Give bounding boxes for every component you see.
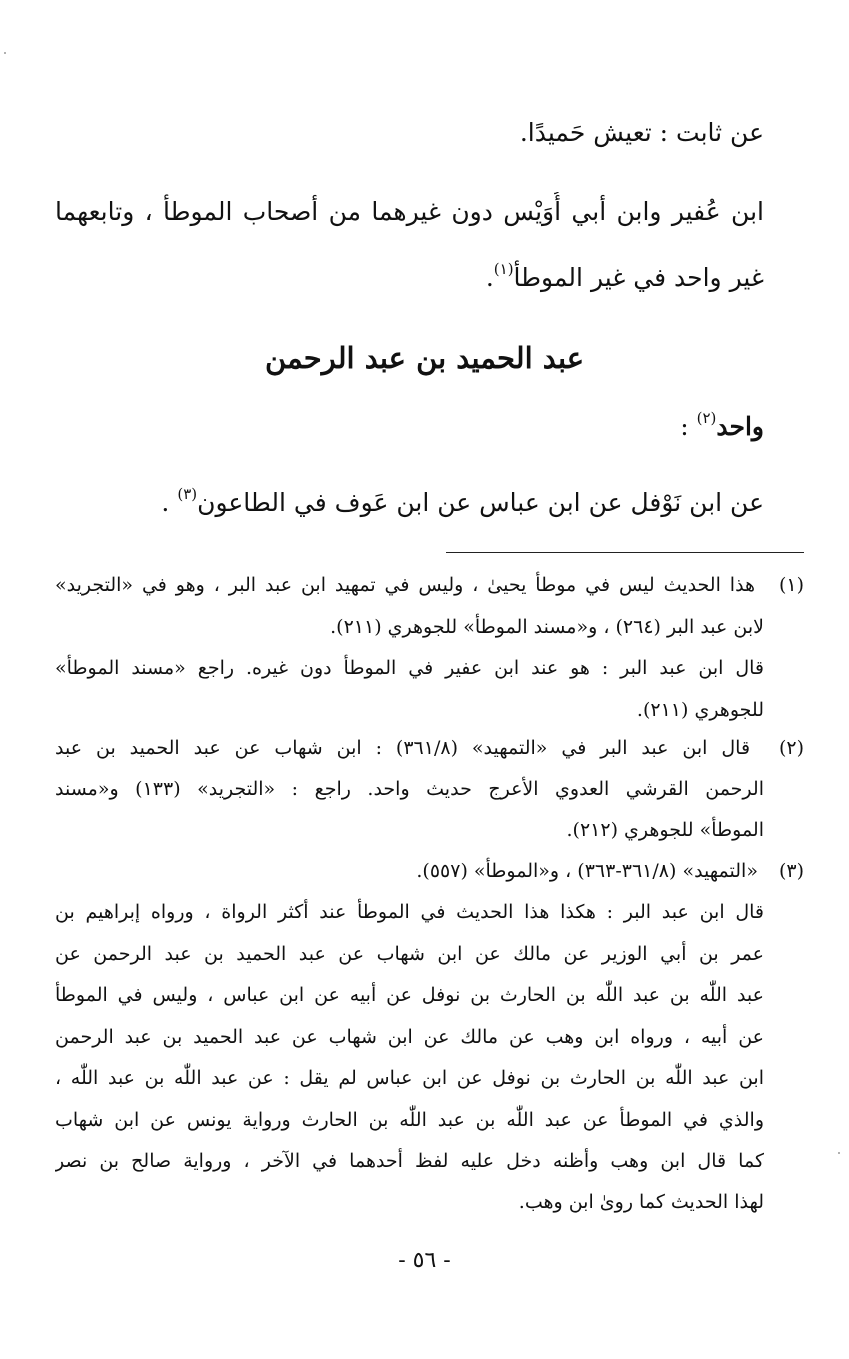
footnote-3-line: عبد اللّٰه بن عبد اللّٰه بن الحارث بن نوفل عن أبيه عن ابن عباس ، وليس في الموطأ (55, 984, 764, 1006)
punctuation: . (161, 488, 178, 517)
footnote-3-line: عن أبيه ، ورواه ابن وهب عن مالك عن ابن شهاب عن عبد الحميد بن عبد الرحمن (55, 1026, 764, 1048)
footnote-text: «التمهيد» (٣٦١/٨-٣٦٣) ، و«الموطأ» (٥٥٧). (416, 860, 758, 882)
footnote-text: قال ابن عبد البر في «التمهيد» (٣٦١/٨) : ابن شهاب عن عبد الحميد بن عبد (55, 737, 751, 759)
footnote-number: (١) (778, 574, 804, 596)
footnote-ref: (٣) (177, 485, 198, 503)
hadith-line (55, 483, 764, 523)
footnote-3-line: لهذا الحديث كما روىٰ ابن وهب. (518, 1191, 764, 1213)
footnote-number: (٢) (778, 737, 804, 759)
punctuation: : (680, 412, 697, 441)
footnote-1-line: لابن عبد البر (٢٦٤) ، و«مسند الموطأ» للجوهري (٢١١). (330, 616, 764, 638)
footnote-3-line: ابن عبد اللّٰه بن الحارث بن نوفل عن ابن عباس لم يقل : عن عبد اللّٰه بن عبد اللّٰه ، (55, 1067, 764, 1089)
punctuation: . (485, 263, 494, 292)
footnote-ref: (١) (493, 260, 514, 278)
footnote-2-line (55, 733, 804, 763)
footnote-3-line: قال ابن عبد البر : هكذا هذا الحديث في الموطأ عند أكثر الرواة ، ورواه إبراهيم بن (55, 901, 764, 923)
main-text: غير واحد في غير الموطأ (513, 263, 764, 292)
footnote-1-line: قال ابن عبد البر : هو عند ابن عفير في الموطأ دون غيره. راجع «مسند الموطأ» (55, 657, 764, 679)
footnote-separator (446, 552, 804, 553)
footnote-number: (٣) (778, 860, 804, 882)
footnote-ref: (٢) (696, 409, 717, 427)
entry-label-line (55, 407, 764, 447)
footnote-3-line: عمر بن أبي الوزير عن مالك عن ابن شهاب عن عبد الحميد بن عبد الرحمن عن (55, 943, 764, 965)
footnote-3-line: والذي في الموطأ عن عبد اللّٰه بن عبد اللّٰه بن الحارث ورواية يونس عن ابن شهاب (55, 1109, 764, 1131)
main-text-line (55, 258, 764, 298)
footnote-2-line: الرحمن القرشي العدوي الأعرج حديث واحد. راجع : «التجريد» (١٣٣) و«مسند (55, 778, 764, 800)
hadith-text: عن ابن نَوْفل عن ابن عباس عن ابن عَوف في الطاعون (197, 488, 764, 517)
scan-speck (838, 1152, 840, 1154)
footnote-3-line: كما قال ابن وهب وأظنه دخل عليه لفظ أحدهما في الآخر ، ورواية صالح بن نصر (55, 1150, 764, 1172)
main-text-line: ابن عُفير وابن أبي أُوَيْس دون غيرهما من أصحاب الموطأ ، وتابعهما (55, 197, 764, 226)
section-heading: عبد الحميد بن عبد الرحمن (264, 341, 585, 375)
footnote-3-line (55, 856, 804, 886)
footnote-1-line (55, 570, 804, 600)
page-number: - ٥٦ - (398, 1248, 451, 1273)
footnote-2-line: الموطأ» للجوهري (٢١٢). (566, 819, 764, 841)
footnote-1-line: للجوهري (٢١١). (636, 699, 764, 721)
main-text-line: عن ثابت : تعيش حَميدًا. (519, 118, 764, 147)
entry-label: واحد (716, 412, 764, 441)
scan-speck (4, 52, 6, 54)
footnote-text: هذا الحديث ليس في موطأ يحيىٰ ، وليس في تمهيد ابن عبد البر ، وهو في «التجريد» (55, 574, 756, 596)
